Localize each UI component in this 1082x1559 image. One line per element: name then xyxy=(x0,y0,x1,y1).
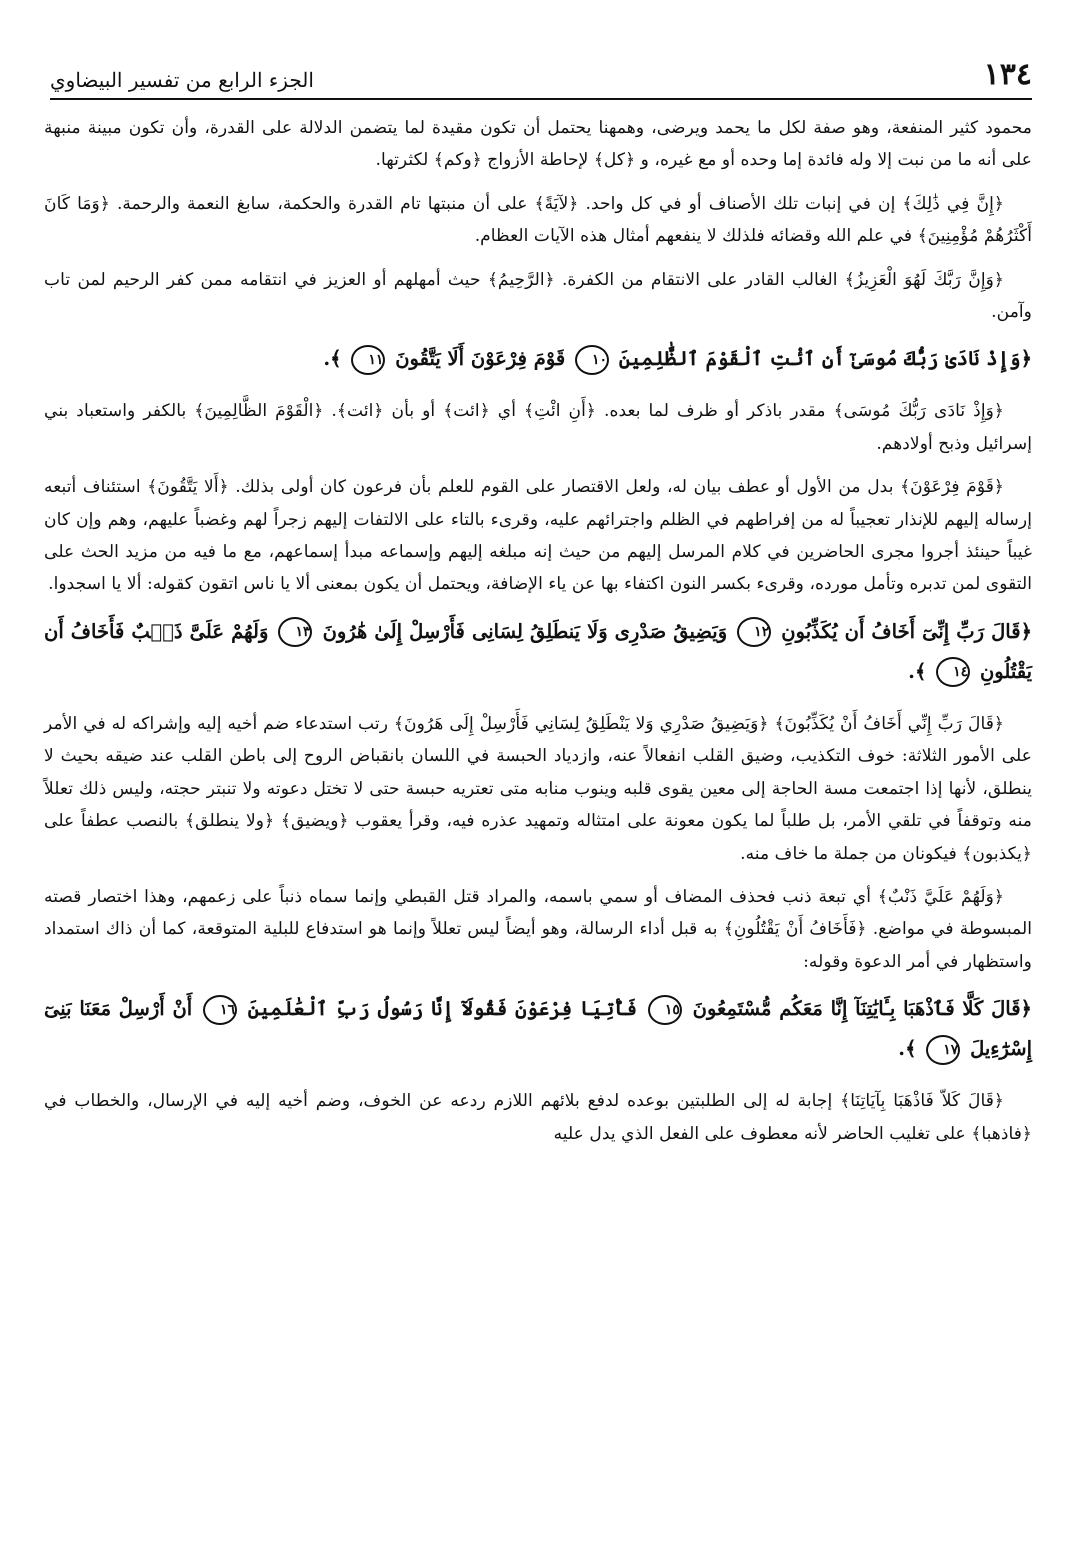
verse-number: ١٤ xyxy=(936,657,970,687)
verse-number: ١٢ xyxy=(737,617,771,647)
paragraph: ﴿إِنَّ فِي ذَٰلِكَ﴾ إن في إنبات تلك الأصناف أو في كل واحد. ﴿لآيَةً﴾ على أن منبتها تام القدرة والحكمة، سابغ النعمة والرحمة. ﴿وَمَا كَانَ أَكْثَرُهُمْ مُؤْمِنِينَ﴾ في علم الله وقضائه فلذلك لا ينفعهم أمثال هذه الآيات العظام. xyxy=(44,193,1032,247)
paragraph: ﴿قَوْمَ فِرْعَوْنَ﴾ بدل من الأول أو عطف بيان له، ولعل الاقتصار على القوم للعلم بأن فرعون كان أولى بذلك. ﴿أَلا يَتَّقُونَ﴾ استئناف أتبعه إرساله إليهم للإنذار تعجيباً له من إفراطهم في الظلم واجترائهم عليه، وقرىء بالتاء على الالتفات إليهم زجراً لهم وغضباً عليهم، وهم وإن كان غيباً حينئذ أجروا مجرى الحاضرين في كلام المرسل إليهم من حيث إنه مبلغه إليهم وإسماعه مبدأ إسماعهم، مع ما فيه من مزيد الحث على التقوى لمن تدبره وتأمل مورده، وقرىء بكسر النون اكتفاء بها عن ياء الإضافة، ويحتمل أن يكون بمعنى ألا يا ناس اتقون كقوله: ألا يا اسجدوا. xyxy=(44,477,1032,595)
quran-verse-block xyxy=(44,612,1032,692)
verse-end: ﴾. xyxy=(323,347,342,371)
quran-verse-block xyxy=(44,989,1032,1069)
paragraph: ﴿قَالَ كَلاّ فَاذْهَبَا بِآيَاتِنَا﴾ إجابة له إلى الطلبتين بوعده لدفع بلائهم اللازم ردعه عن الخوف، وضم أخيه إليه في الإرسال، والخطاب في ﴿فاذهبا﴾ على تغليب الحاضر لأنه معطوف على الفعل الذي يدل عليه xyxy=(44,1091,1032,1144)
verse-text: وَيَضِيقُ صَدْرِى وَلَا يَنطَلِقُ لِسَانِى فَأَرْسِلْ إِلَىٰ هَٰرُونَ xyxy=(322,619,728,643)
verse-end: ﴾. xyxy=(908,659,927,683)
quran-verse-block xyxy=(44,339,1032,379)
verse-text: ﴿قَالَ كَلَّا فَٱذْهَبَا بِـَٔايَٰتِنَآ إِنَّا مَعَكُم مُّسْتَمِعُونَ xyxy=(692,997,1032,1021)
verse-text: وَلَهُمْ عَلَىَّ ذَنۢبٌ فَأَخَافُ أَن يَقْتُلُونِ xyxy=(44,619,1032,683)
paragraph: ﴿وَلَهُمْ عَلَيَّ ذَنْبٌ﴾ أي تبعة ذنب فحذف المضاف أو سمي باسمه، والمراد قتل القبطي وإنما سماه ذنباً على زعمهم، وهذا اختصار قصته المبسوطة في مواضع. ﴿فَأَخَافُ أَنْ يَقْتُلُونِ﴾ به قبل أداء الرسالة، وهو أيضاً ليس تعللاً وإنما هو استدفاع للبلية المتوقعة، كما أن ذاك استمداد واستظهار في أمر الدعوة وقوله: xyxy=(44,886,1032,972)
page-header xyxy=(50,48,1032,100)
paragraph: محمود كثير المنفعة، وهو صفة لكل ما يحمد ويرضى، وهمهنا يحتمل أن تكون مقيدة لما يتضمن الدلالة على القدرة، وأن تكون مبينة منبهة على أنه ما من نبت إلا وله فائدة إما وحده أو مع غيره، و ﴿كل﴾ لإحاطة الأزواج ﴿وكم﴾ لكثرتها. xyxy=(44,118,1032,171)
verse-number: ١٣ xyxy=(278,617,312,647)
verse-number: ١٥ xyxy=(648,995,682,1025)
paragraph: ﴿وَإِذْ نَادَى رَبُّكَ مُوسَى﴾ مقدر باذكر أو ظرف لما بعده. ﴿أَنِ ائْتِ﴾ أي ﴿ائت﴾ أو بأن ﴿ائت﴾. ﴿الْقَوْمَ الظَّالِمِينَ﴾ بالكفر واستعباد بني إسرائيل وذبح أولادهم. xyxy=(44,401,1032,454)
verse-text: فَأْتِيَا فِرْعَوْنَ فَقُولَآ إِنَّا رَسُولُ رَبِّ ٱلْعَٰلَمِينَ xyxy=(247,997,638,1021)
verse-text: ﴿وَإِذْ نَادَىٰ رَبُّكَ مُوسَىٰٓ أَنِ ٱئْتِ ٱلْقَوْمَ ٱلظَّٰلِمِينَ xyxy=(618,347,1032,371)
paragraph: ﴿قَالَ رَبِّ إِنِّي أَخَافُ أَنْ يُكَذِّبُونَ﴾ ﴿وَيَضِيقُ صَدْرِي وَلا يَنْطَلِقُ لِسَانِي فَأَرْسِلْ إِلَى هَرُونَ﴾ رتب استدعاء ضم أخيه إليه وإشراكه له في الأمر على الأمور الثلاثة: خوف التكذيب، وضيق القلب انفعالاً عنه، وازدياد الحبسة في اللسان بانقباض الروح إلى باطن القلب عند ضيقه بحيث لا ينطلق، لأنها إذا اجتمعت مسة الحاجة إلى معين يقوى قلبه وينوب منابه متى تعتريه حبسة حتى لا تختل دعوته ولا تنبتر حجته، وليس ذلك تعللاً منه وتوقفاً في تلقي الأمر، بل طلباً لما يكون معونة على امتثاله وتمهيد عذره فيه، وقرأ يعقوب ﴿ويضيق﴾ ﴿ولا ينطلق﴾ بالنصب عطفاً على ﴿يكذبون﴾ فيكونان من جملة ما خاف منه. xyxy=(44,713,1032,864)
paragraph: ﴿وَإِنَّ رَبَّكَ لَهُوَ الْعَزِيزُ﴾ الغالب القادر على الانتقام من الكفرة. ﴿الرَّحِيمُ﴾ حيث أمهلهم أو العزيز في انتقامه ممن كفر الرحيم لمن تاب وآمن. xyxy=(44,269,1032,323)
page-number: ١٣٤ xyxy=(983,57,1032,92)
running-title: الجزء الرابع من تفسير البيضاوي xyxy=(50,68,314,92)
commentary-body xyxy=(44,112,1032,1161)
verse-text: أَنْ أَرْسِلْ مَعَنَا بَنِىٓ إِسْرَٰٓءِيلَ xyxy=(44,997,1032,1061)
verse-text: قَوْمَ فِرْعَوْنَ أَلَا يَتَّقُونَ xyxy=(395,347,566,371)
verse-number: ١٦ xyxy=(203,995,237,1025)
verse-number: ١٧ xyxy=(926,1035,960,1065)
verse-number: ١٠ xyxy=(575,345,609,375)
verse-text: ﴿قَالَ رَبِّ إِنِّىٓ أَخَافُ أَن يُكَذِّبُونِ xyxy=(781,619,1032,643)
verse-end: ﴾. xyxy=(898,1037,917,1061)
verse-number: ١١ xyxy=(351,345,385,375)
